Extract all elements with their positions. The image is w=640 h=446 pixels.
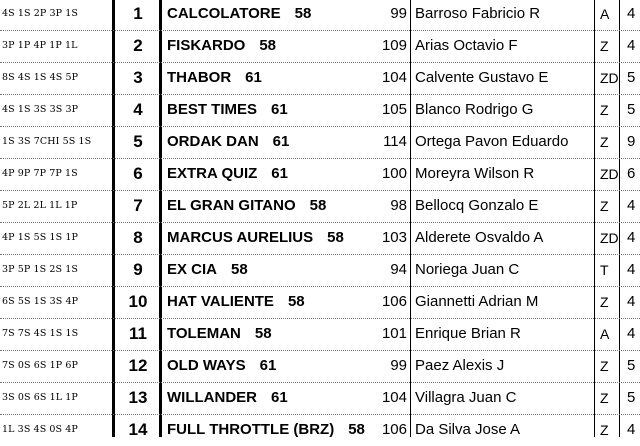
entry-number: 3	[133, 68, 143, 87]
entry-row	[0, 62, 640, 94]
recent-form: 5P 2L 2L 1L 1P	[2, 200, 78, 211]
horse-cell	[167, 126, 289, 158]
jockey-name: Moreyra Wilson R	[415, 165, 535, 182]
horse-weight: 61	[245, 69, 262, 86]
rating: 106	[381, 421, 407, 438]
last-value: 5	[627, 101, 636, 118]
last-value: 5	[627, 69, 636, 86]
horse-weight: 58	[327, 229, 344, 246]
recent-form: 7S 7S 4S 1S 1S	[2, 328, 79, 339]
row-divider	[0, 158, 640, 159]
last-value: 4	[627, 5, 636, 22]
horse-cell	[167, 414, 365, 446]
rating: 105	[381, 101, 407, 118]
jockey-name: Bellocq Gonzalo E	[415, 197, 539, 214]
category-code: A	[600, 326, 610, 342]
horse-cell	[167, 318, 272, 350]
entry-row	[0, 158, 640, 190]
last-value: 5	[627, 357, 636, 374]
recent-form: 4S 1S 2P 3P 1S	[2, 8, 79, 19]
horse-name: TOLEMAN	[167, 325, 241, 342]
recent-form: 4S 1S 3S 3S 3P	[2, 104, 79, 115]
entry-number: 14	[128, 420, 148, 439]
row-divider	[0, 414, 640, 415]
entry-number: 11	[129, 324, 147, 343]
rating: 103	[381, 229, 407, 246]
category-code: Z	[600, 390, 609, 406]
entry-row	[0, 126, 640, 158]
category-code: Z	[600, 102, 609, 118]
entry-row	[0, 414, 640, 446]
last-value: 4	[627, 293, 636, 310]
recent-form: 4P 9P 7P 7P 1S	[2, 168, 78, 179]
jockey-name: Calvente Gustavo E	[415, 69, 549, 86]
horse-name: MARCUS AURELIUS	[167, 229, 314, 246]
row-divider	[0, 254, 640, 255]
horse-name: CALCOLATORE	[167, 5, 281, 22]
jockey-name: Villagra Juan C	[415, 389, 517, 406]
rating: 101	[381, 325, 407, 342]
recent-form: 3P 1P 4P 1P 1L	[2, 40, 78, 51]
jockey-name: Paez Alexis J	[415, 357, 505, 374]
horse-weight: 61	[271, 101, 288, 118]
row-divider	[0, 30, 640, 31]
horse-weight: 58	[254, 325, 272, 342]
entry-number: 4	[133, 100, 143, 119]
jockey-name: Arias Octavio F	[415, 37, 518, 54]
jockey-name: Barroso Fabricio R	[415, 5, 541, 22]
entry-row	[0, 382, 640, 414]
entry-row	[0, 94, 640, 126]
horse-weight: 61	[271, 165, 288, 182]
last-value: 4	[627, 197, 636, 214]
horse-name: FULL THROTTLE (BRZ)	[167, 421, 335, 438]
entry-row	[0, 222, 640, 254]
horse-name: HAT VALIENTE	[167, 293, 274, 310]
recent-form: 7S 0S 6S 1P 6P	[2, 360, 79, 371]
row-divider	[0, 350, 640, 351]
jockey-name: Ortega Pavon Eduardo	[415, 133, 569, 150]
horse-name: FISKARDO	[167, 37, 246, 54]
horse-name: WILLANDER	[167, 389, 257, 406]
row-divider	[0, 126, 640, 127]
recent-form: 3S 0S 6S 1L 1P	[2, 392, 78, 403]
entry-row	[0, 190, 640, 222]
jockey-name: Da Silva Jose A	[415, 421, 521, 438]
category-code: ZD	[600, 70, 619, 86]
rating: 104	[381, 69, 407, 86]
horse-cell	[167, 286, 305, 318]
horse-cell	[167, 62, 262, 94]
row-divider	[0, 222, 640, 223]
rating: 98	[390, 197, 407, 214]
entry-number: 9	[133, 260, 143, 279]
horse-cell	[167, 30, 276, 62]
horse-weight: 58	[309, 197, 327, 214]
horse-weight: 58	[348, 421, 365, 438]
horse-name: THABOR	[167, 69, 232, 86]
category-code: Z	[600, 422, 609, 438]
category-code: T	[600, 262, 609, 278]
row-divider	[0, 382, 640, 383]
last-value: 4	[627, 325, 636, 342]
rating: 99	[390, 357, 407, 374]
jockey-name: Alderete Osvaldo A	[415, 229, 544, 246]
entry-row	[0, 318, 640, 350]
entry-number: 6	[133, 164, 143, 183]
entry-number: 7	[133, 196, 143, 215]
horse-weight: 61	[271, 389, 288, 406]
row-divider	[0, 286, 640, 287]
category-code: A	[600, 6, 610, 22]
horse-name: BEST TIMES	[167, 101, 258, 118]
horse-cell	[167, 94, 288, 126]
horse-name: EL GRAN GITANO	[167, 197, 296, 214]
category-code: ZD	[600, 230, 619, 246]
rating: 94	[390, 261, 407, 278]
category-code: Z	[600, 198, 609, 214]
rating: 99	[390, 5, 407, 22]
last-value: 9	[627, 133, 636, 150]
entry-number: 13	[128, 388, 148, 407]
entry-number: 2	[133, 36, 143, 55]
horse-cell	[167, 222, 344, 254]
horse-name: OLD WAYS	[167, 357, 246, 374]
recent-form: 6S 5S 1S 3S 4P	[2, 296, 79, 307]
rating: 106	[381, 293, 407, 310]
entry-row	[0, 0, 640, 30]
horse-name: EXTRA QUIZ	[167, 165, 258, 182]
jockey-name: Giannetti Adrian M	[415, 293, 539, 310]
row-divider	[0, 190, 640, 191]
entry-row	[0, 30, 640, 62]
last-value: 4	[627, 261, 636, 278]
category-code: Z	[600, 358, 609, 374]
entry-number: 10	[128, 292, 148, 311]
last-value: 4	[627, 37, 636, 54]
horse-cell	[167, 254, 248, 286]
horse-cell	[167, 0, 311, 30]
rating: 109	[381, 37, 407, 54]
rating: 114	[383, 133, 407, 150]
entry-number: 12	[128, 356, 148, 375]
horse-weight: 58	[259, 37, 277, 54]
last-value: 5	[627, 389, 636, 406]
jockey-name: Enrique Brian R	[415, 325, 521, 342]
entry-row	[0, 350, 640, 382]
entry-row	[0, 286, 640, 318]
category-code: Z	[600, 38, 609, 54]
horse-name: ORDAK DAN	[167, 133, 259, 150]
recent-form: 3P 5P 1S 2S 1S	[2, 264, 79, 275]
entry-row	[0, 254, 640, 286]
horse-cell	[167, 190, 326, 222]
horse-cell	[167, 158, 288, 190]
rating: 100	[381, 165, 407, 182]
row-divider	[0, 62, 640, 63]
horse-weight: 61	[272, 133, 290, 150]
row-divider	[0, 318, 640, 319]
horse-weight: 58	[287, 293, 305, 310]
category-code: Z	[600, 134, 609, 150]
last-value: 6	[627, 165, 636, 182]
row-divider	[0, 94, 640, 95]
last-value: 4	[627, 229, 636, 246]
horse-weight: 58	[294, 5, 312, 22]
last-value: 4	[627, 421, 636, 438]
recent-form: 1S 3S 7CHI 5S 1S	[2, 136, 92, 147]
entry-number: 1	[133, 4, 143, 23]
jockey-name: Blanco Rodrigo G	[415, 101, 534, 118]
jockey-name: Noriega Juan C	[415, 261, 520, 278]
horse-weight: 58	[231, 261, 248, 278]
rating: 104	[381, 389, 407, 406]
horse-name: EX CIA	[167, 261, 218, 278]
horse-weight: 61	[259, 357, 277, 374]
recent-form: 4P 1S 5S 1S 1P	[2, 232, 79, 243]
entry-number: 5	[133, 132, 143, 151]
recent-form: 8S 4S 1S 4S 5P	[2, 72, 79, 83]
entry-number: 8	[133, 228, 143, 247]
horse-cell	[167, 382, 288, 414]
category-code: ZD	[600, 166, 619, 182]
recent-form: 1L 3S 4S 0S 4P	[2, 424, 78, 435]
horse-cell	[167, 350, 276, 382]
category-code: Z	[600, 294, 609, 310]
